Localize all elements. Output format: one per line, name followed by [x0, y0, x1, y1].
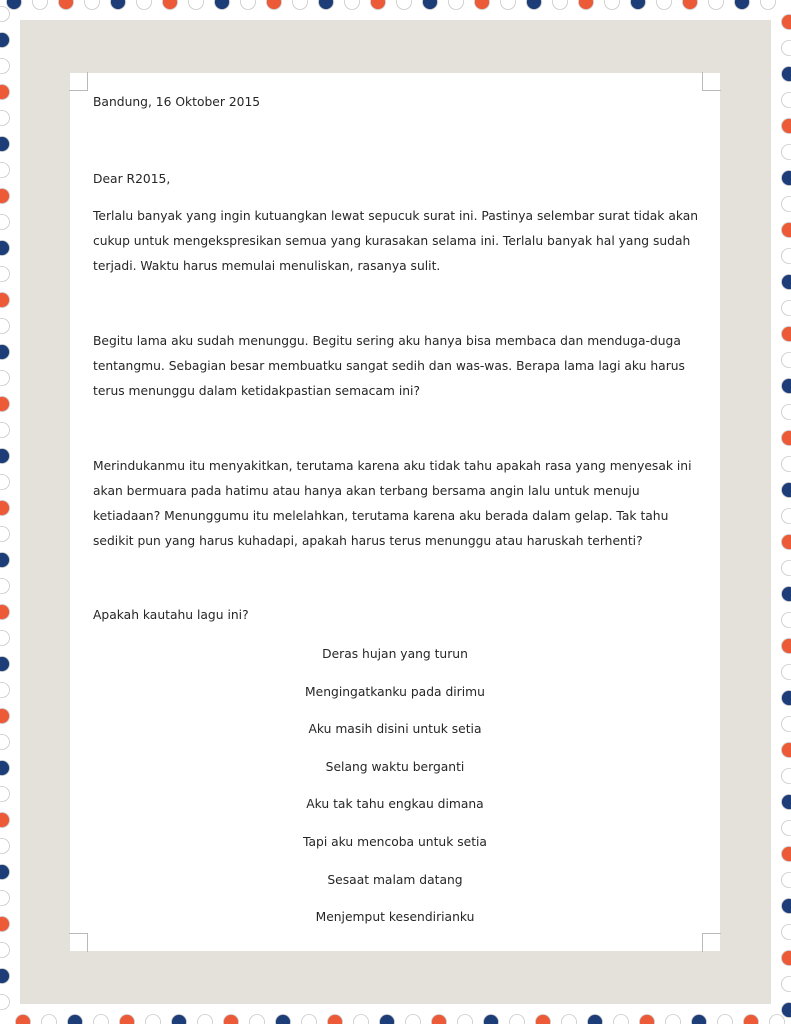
song-lyrics [70, 645, 720, 946]
lyric-line: Mengingatkanku pada dirimu [305, 684, 485, 699]
lyric-line: Aku masih disini untuk setia [308, 722, 482, 737]
letter-date: Bandung, 16 Oktober 2015 [93, 95, 261, 109]
letter-page [70, 73, 720, 951]
letter-paragraph-1: Terlalu banyak yang ingin kutuangkan lewat sepucuk surat ini. Pastinya selembar surat tidak akan cukup untuk mengekspresikan semua yang kurasakan selama ini. Terlalu banyak hal yang sudah terjadi. Waktu harus memulai menuliskan, rasanya sulit. [93, 209, 699, 273]
lyric-line: Tapi aku mencoba untuk setia [303, 834, 487, 849]
letter-question: Apakah kautahu lagu ini? [93, 608, 249, 622]
letter-paragraph-2: Begitu lama aku sudah menunggu. Begitu sering aku hanya bisa membaca dan menduga-duga tentangmu. Sebagian besar membuatku sangat sedih dan was-was. Berapa lama lagi aku harus terus menunggu dalam ketidakpastian semacam ini? [93, 334, 685, 398]
corner-mark-top-left [69, 72, 88, 91]
corner-mark-top-right [702, 72, 721, 91]
lyric-line: Deras hujan yang turun [322, 647, 468, 661]
letter-salutation: Dear R2015, [93, 172, 171, 186]
letter-paragraph-3: Merindukanmu itu menyakitkan, terutama karena aku tidak tahu apakah rasa yang menyesak ini akan bermuara pada hatimu atau hanya akan terbang bersama angin lalu untuk menuju ketiadaan? Menunggumu itu melelahkan, terutama karena aku berada dalam gelap. Tak tahu sedikit pun yang harus kuhadapi, apakah harus terus menunggu atau haruskah terhenti? [93, 459, 692, 548]
lyric-line: Aku tak tahu engkau dimana [306, 797, 484, 812]
lyric-line: Selang waktu berganti [325, 759, 465, 774]
lyric-line: Sesaat malam datang [327, 872, 463, 887]
lyric-line: Menjemput kesendirianku [315, 910, 475, 925]
